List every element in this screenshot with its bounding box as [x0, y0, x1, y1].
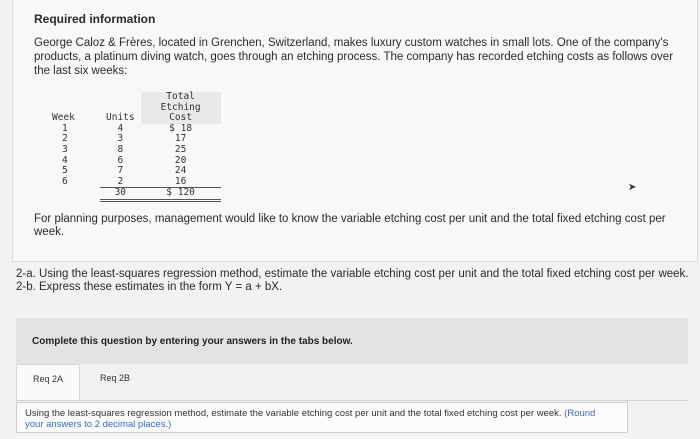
cost-cell: 16 — [141, 177, 221, 188]
answer-tabs — [16, 364, 688, 401]
week-cell: 3 — [62, 143, 68, 155]
units-cell: 6 — [117, 154, 124, 166]
complete-question-banner — [16, 318, 688, 364]
instructions — [16, 268, 696, 294]
week-cell: 5 — [62, 165, 68, 177]
units-cell: 3 — [117, 133, 124, 145]
total-cost-cell: $ 120 — [141, 188, 221, 201]
complete-question-text: Complete this question by entering your answers in the tabs below. — [32, 336, 353, 347]
column-header-total-etching-cost: Total Etching Cost — [141, 92, 221, 124]
tab-req-2b[interactable]: Req 2B — [99, 373, 131, 383]
table-row — [40, 177, 221, 188]
etching-cost-table — [40, 92, 221, 202]
week-cell: 2 — [62, 133, 68, 145]
question-prompt: Using the least-squares regression method, estimate the variable etching cost per unit and the total fixed etching cost per week. — [25, 408, 562, 419]
rounding-note: (Round your answers to 2 decimal places.) — [25, 408, 596, 430]
mouse-pointer-icon: ➤ — [628, 182, 637, 193]
cost-cell: 20 — [174, 154, 187, 166]
table-total-row — [40, 188, 221, 201]
total-units-cell: 30 — [100, 188, 141, 201]
column-header-week: Week — [52, 112, 75, 124]
week-cell: 1 — [62, 122, 68, 134]
cost-cell: 25 — [174, 143, 187, 155]
tab-req-2a[interactable]: Req 2A — [16, 364, 80, 400]
units-cell: 4 — [117, 122, 124, 134]
problem-description: George Caloz & Frères, located in Grenchen, Switzerland, makes luxury custom watches in small lots. One of the company's products, a platinum diving watch, goes through an etching process. The company has recorded etching costs as follows over the last six weeks: — [34, 37, 674, 77]
cost-cell: 24 — [174, 165, 187, 177]
table-row — [40, 145, 221, 156]
cost-cell: $ 18 — [169, 122, 193, 134]
units-cell: 7 — [117, 165, 124, 177]
units-cell: 8 — [117, 143, 124, 155]
question-text — [25, 409, 615, 430]
units-cell: 2 — [100, 177, 141, 188]
instruction-2b: 2-b. Express these estimates in the form Y = a + bX. — [16, 281, 283, 293]
week-cell: 6 — [62, 176, 68, 187]
column-header-units: Units — [106, 112, 135, 124]
week-cell: 4 — [62, 154, 68, 166]
planning-text: For planning purposes, management would like to know the variable etching cost per unit and the total fixed etching cost per week. — [34, 213, 666, 238]
cost-cell: 17 — [174, 133, 187, 145]
required-information-heading: Required information — [34, 12, 156, 26]
instruction-2a: 2-a. Using the least-squares regression method, estimate the variable etching cost per unit and the total fixed etching cost per week. — [16, 268, 689, 280]
